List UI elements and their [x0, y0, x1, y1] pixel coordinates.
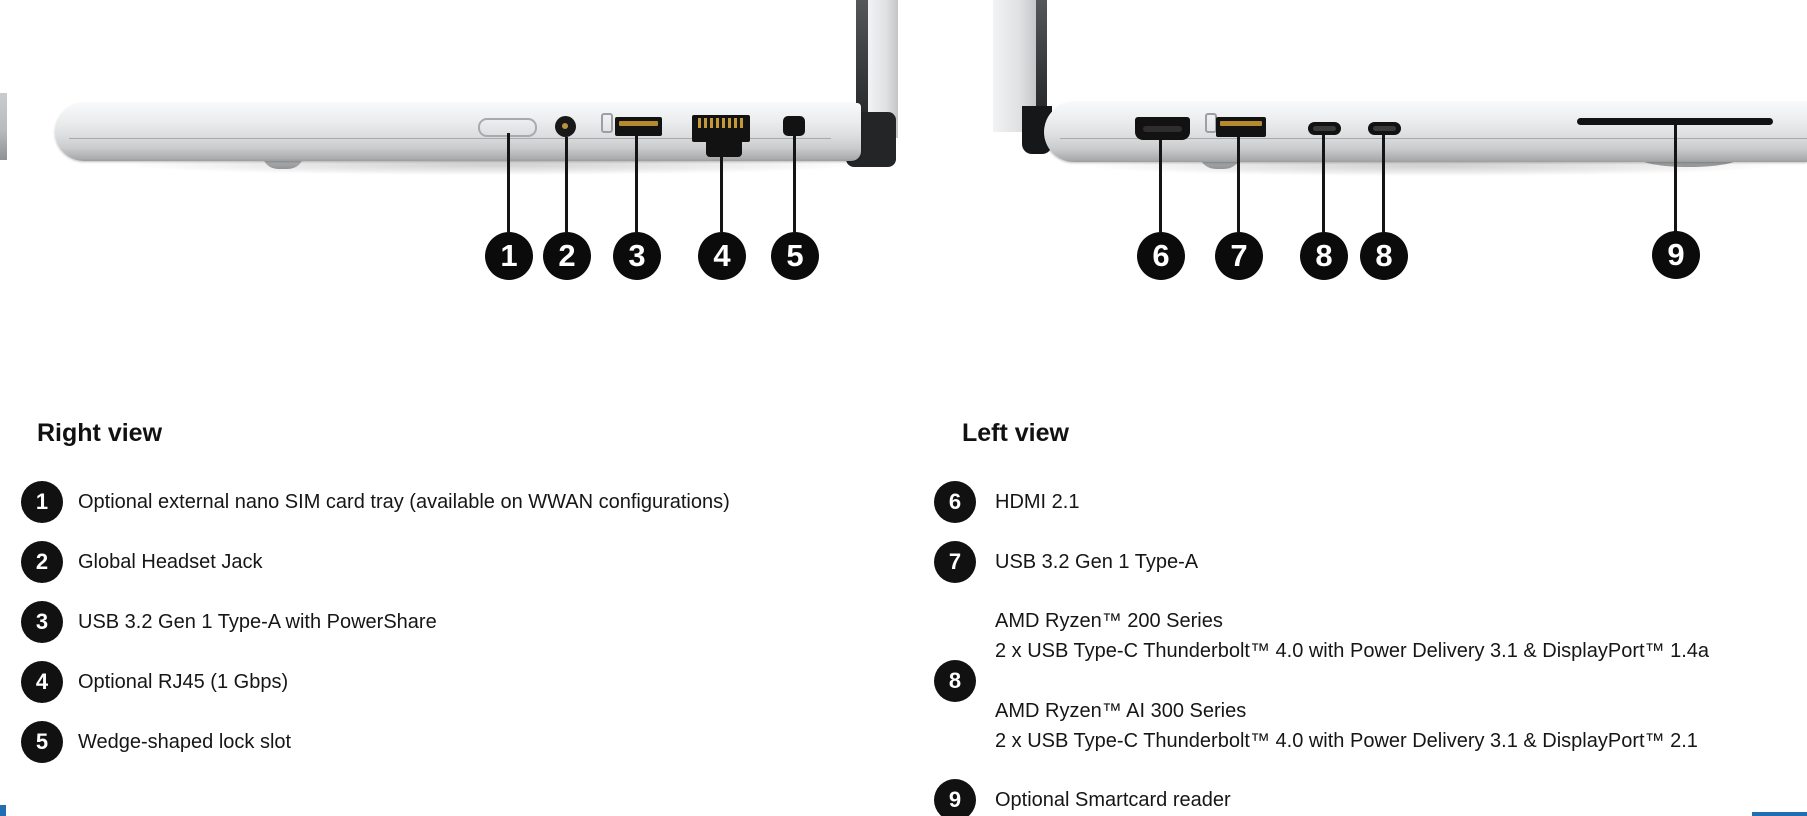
rj45-port	[692, 115, 750, 142]
hdmi-port	[1135, 117, 1190, 140]
left-view-heading: Left view	[962, 419, 1069, 447]
list-item	[934, 481, 1079, 523]
lock-slot	[783, 116, 805, 136]
item-number-badge: 8	[934, 660, 976, 702]
item-label: HDMI 2.1	[995, 490, 1080, 513]
callout-line	[635, 136, 638, 232]
item-number-badge: 3	[21, 601, 63, 643]
item-label-line: AMD Ryzen™ 200 Series	[995, 610, 1223, 632]
callout-line	[1322, 135, 1325, 232]
callout-line	[507, 133, 510, 232]
item-8-label-block	[995, 606, 1709, 756]
callout-5: 5	[771, 232, 819, 280]
list-item	[21, 541, 263, 583]
list-item	[21, 481, 730, 523]
headset-jack-port	[555, 116, 576, 137]
previous-image-edge	[0, 93, 7, 160]
item-label-line: AMD Ryzen™ AI 300 Series	[995, 700, 1247, 722]
smartcard-reader-slot	[1577, 118, 1773, 125]
callout-9: 9	[1652, 231, 1700, 279]
callout-8b: 8	[1360, 232, 1408, 280]
item-number-badge: 4	[21, 661, 63, 703]
item-label: USB 3.2 Gen 1 Type-A	[995, 550, 1199, 573]
usb-c-port	[1368, 122, 1401, 135]
callout-8a: 8	[1300, 232, 1348, 280]
item-number-badge: 6	[934, 481, 976, 523]
usb-a-port	[1216, 117, 1266, 137]
callout-line	[1674, 125, 1677, 232]
item-number-badge: 2	[21, 541, 63, 583]
item-label: Optional RJ45 (1 Gbps)	[78, 670, 289, 693]
list-item	[21, 601, 437, 643]
usb-a-port	[615, 117, 662, 136]
rj45-pins	[698, 118, 744, 128]
usb-a-contacts	[619, 121, 658, 126]
callout-line	[720, 157, 723, 232]
rj45-port-lip	[706, 142, 742, 157]
list-item	[934, 541, 1198, 583]
item-label-line: 2 x USB Type-C Thunderbolt™ 4.0 with Power Delivery 3.1 & DisplayPort™ 2.1	[995, 730, 1698, 752]
right-view-heading: Right view	[37, 419, 163, 447]
item-label: Wedge-shaped lock slot	[78, 730, 292, 753]
item-number-badge: 7	[934, 541, 976, 583]
powershare-battery-icon	[601, 113, 613, 133]
callout-6: 6	[1137, 232, 1185, 280]
callout-line	[1237, 137, 1240, 232]
callout-line	[793, 136, 796, 232]
item-number-badge: 1	[21, 481, 63, 523]
usb-c-port	[1308, 122, 1341, 135]
list-item	[21, 661, 288, 703]
callout-4: 4	[698, 232, 746, 280]
item-label: USB 3.2 Gen 1 Type-A with PowerShare	[78, 610, 437, 633]
usb-a-contacts	[1220, 121, 1262, 126]
callout-line	[1159, 140, 1162, 232]
item-label-line: 2 x USB Type-C Thunderbolt™ 4.0 with Power Delivery 3.1 & DisplayPort™ 1.4a	[995, 640, 1710, 662]
callout-2: 2	[543, 232, 591, 280]
list-item	[21, 721, 291, 763]
page-edge-marker	[0, 805, 6, 816]
item-label: Global Headset Jack	[78, 550, 263, 573]
callout-1: 1	[485, 232, 533, 280]
item-label: Optional Smartcard reader	[995, 788, 1231, 811]
callout-3: 3	[613, 232, 661, 280]
scrollbar-fragment[interactable]	[1752, 812, 1807, 816]
list-item	[934, 779, 1231, 816]
item-number-badge: 5	[21, 721, 63, 763]
item-label: Optional external nano SIM card tray (available on WWAN configurations)	[78, 490, 730, 513]
callout-7: 7	[1215, 232, 1263, 280]
callout-line	[1382, 135, 1385, 232]
callout-line	[565, 137, 568, 232]
item-number-badge: 9	[934, 779, 976, 816]
